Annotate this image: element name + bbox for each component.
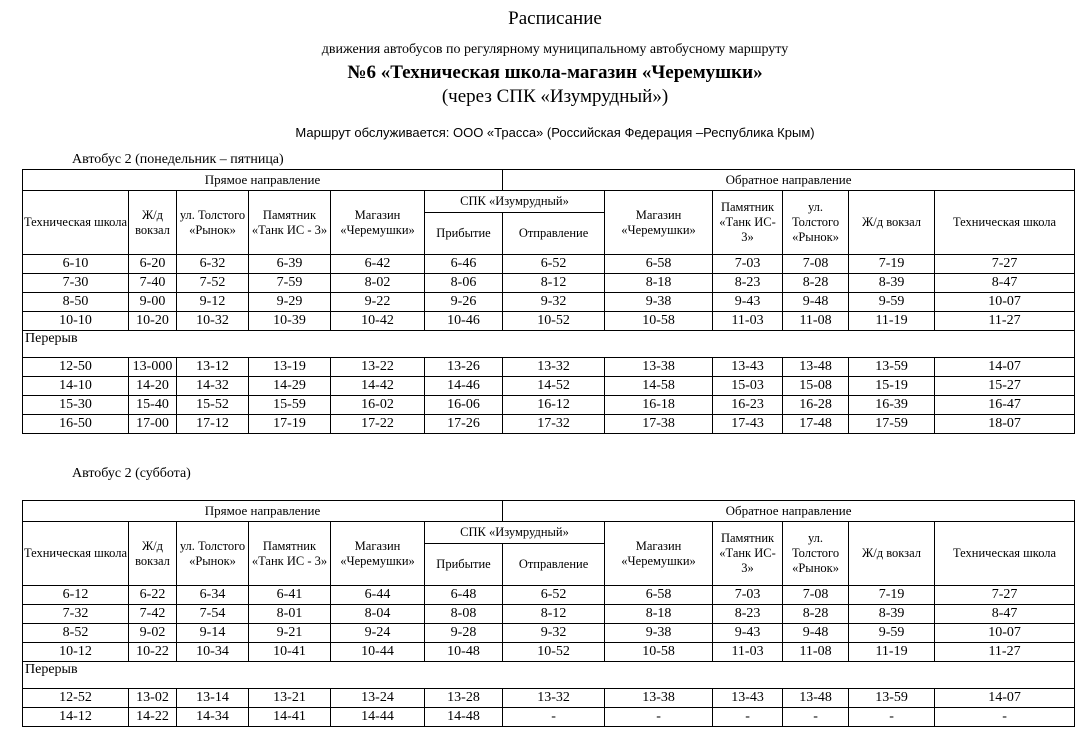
time-cell: 14-46	[425, 377, 503, 396]
spk-izumrudny-header: СПК «Изумрудный»	[425, 191, 605, 213]
time-cell: 14-20	[129, 377, 177, 396]
time-cell: 13-21	[249, 689, 331, 708]
time-cell: 17-43	[713, 415, 783, 434]
time-cell: 9-43	[713, 293, 783, 312]
column-header-rail: Ж/д вокзал	[129, 522, 177, 586]
time-cell: 9-26	[425, 293, 503, 312]
time-cell: 16-06	[425, 396, 503, 415]
time-cell: 17-12	[177, 415, 249, 434]
column-header-tolstoy: ул. Толстого «Рынок»	[177, 522, 249, 586]
table-row	[23, 358, 1075, 377]
time-cell: 8-39	[849, 605, 935, 624]
time-cell: 16-50	[23, 415, 129, 434]
column-header-tank: Памятник «Танк ИС - 3»	[249, 191, 331, 255]
time-cell: 7-32	[23, 605, 129, 624]
backward-direction-header: Обратное направление	[503, 501, 1075, 522]
time-cell: 14-34	[177, 708, 249, 727]
time-cell: 14-22	[129, 708, 177, 727]
time-cell: 10-12	[23, 643, 129, 662]
time-cell: 11-19	[849, 643, 935, 662]
time-cell: 17-59	[849, 415, 935, 434]
time-cell: 8-47	[935, 274, 1075, 293]
time-cell: 15-03	[713, 377, 783, 396]
time-cell: 9-32	[503, 293, 605, 312]
route-via: (через СПК «Изумрудный»)	[441, 86, 669, 107]
time-cell: 13-19	[249, 358, 331, 377]
time-cell: 13-02	[129, 689, 177, 708]
time-cell: 14-10	[23, 377, 129, 396]
time-cell: 6-52	[503, 586, 605, 605]
column-header-rail-r: Ж/д вокзал	[849, 522, 935, 586]
time-cell: 11-27	[935, 312, 1075, 331]
time-cell: 9-48	[783, 293, 849, 312]
time-cell: 8-04	[331, 605, 425, 624]
time-cell: 13-43	[713, 358, 783, 377]
time-cell: 8-39	[849, 274, 935, 293]
time-cell: 6-10	[23, 255, 129, 274]
table-row	[23, 605, 1075, 624]
column-header-tank: Памятник «Танк ИС - 3»	[249, 522, 331, 586]
time-cell: 13-38	[605, 358, 713, 377]
table-row	[23, 255, 1075, 274]
time-cell: 14-52	[503, 377, 605, 396]
time-cell: 6-22	[129, 586, 177, 605]
time-cell: -	[605, 708, 713, 727]
column-header-tech-school: Техническая школа	[23, 191, 129, 255]
time-cell: 11-03	[713, 312, 783, 331]
column-header-departure: Отправление	[503, 544, 605, 586]
time-cell: 9-14	[177, 624, 249, 643]
time-cell: 7-30	[23, 274, 129, 293]
time-cell: 15-52	[177, 396, 249, 415]
saturday-schedule-table	[22, 500, 1075, 727]
time-cell: 8-12	[503, 605, 605, 624]
time-cell: 7-52	[177, 274, 249, 293]
column-header-shop-r: Магазин «Черемушки»	[605, 191, 713, 255]
table-row	[23, 312, 1075, 331]
time-cell: 7-27	[935, 255, 1075, 274]
break-row: Перерыв	[23, 331, 1075, 358]
time-cell: 13-22	[331, 358, 425, 377]
time-cell: 7-03	[713, 255, 783, 274]
time-cell: 11-03	[713, 643, 783, 662]
time-cell: 13-000	[129, 358, 177, 377]
time-cell: 6-20	[129, 255, 177, 274]
time-cell: 8-08	[425, 605, 503, 624]
time-cell: 7-59	[249, 274, 331, 293]
time-cell: 10-58	[605, 312, 713, 331]
time-cell: 13-32	[503, 358, 605, 377]
time-cell: 14-12	[23, 708, 129, 727]
column-header-tech-school-r: Техническая школа	[935, 522, 1075, 586]
time-cell: 9-43	[713, 624, 783, 643]
time-cell: 14-29	[249, 377, 331, 396]
time-cell: 9-02	[129, 624, 177, 643]
time-cell: 13-48	[783, 689, 849, 708]
time-cell: 9-38	[605, 624, 713, 643]
time-cell: 7-27	[935, 586, 1075, 605]
time-cell: 11-08	[783, 312, 849, 331]
time-cell: 8-23	[713, 605, 783, 624]
time-cell: 15-59	[249, 396, 331, 415]
spk-izumrudny-header: СПК «Изумрудный»	[425, 522, 605, 544]
time-cell: 7-54	[177, 605, 249, 624]
time-cell: 8-23	[713, 274, 783, 293]
time-cell: 15-30	[23, 396, 129, 415]
time-cell: 10-44	[331, 643, 425, 662]
column-header-tolstoy-r: ул. Толстого «Рынок»	[783, 522, 849, 586]
time-cell: 12-50	[23, 358, 129, 377]
column-header-tank-r: Памятник «Танк ИС- 3»	[713, 522, 783, 586]
time-cell: 11-27	[935, 643, 1075, 662]
time-cell: 9-48	[783, 624, 849, 643]
time-cell: 14-07	[935, 358, 1075, 377]
time-cell: 10-39	[249, 312, 331, 331]
time-cell: 10-32	[177, 312, 249, 331]
time-cell: 6-58	[605, 255, 713, 274]
forward-direction-header: Прямое направление	[23, 170, 503, 191]
time-cell: 16-12	[503, 396, 605, 415]
column-header-tolstoy: ул. Толстого «Рынок»	[177, 191, 249, 255]
table-row	[23, 415, 1075, 434]
time-cell: 14-41	[249, 708, 331, 727]
time-cell: 7-19	[849, 586, 935, 605]
time-cell: -	[935, 708, 1075, 727]
time-cell: 16-28	[783, 396, 849, 415]
column-header-rail: Ж/д вокзал	[129, 191, 177, 255]
time-cell: 10-42	[331, 312, 425, 331]
time-cell: 17-48	[783, 415, 849, 434]
time-cell: 18-07	[935, 415, 1075, 434]
time-cell: 6-34	[177, 586, 249, 605]
time-cell: 8-18	[605, 605, 713, 624]
time-cell: 10-34	[177, 643, 249, 662]
time-cell: 13-12	[177, 358, 249, 377]
time-cell: 8-47	[935, 605, 1075, 624]
time-cell: 17-26	[425, 415, 503, 434]
column-header-arrival: Прибытие	[425, 544, 503, 586]
time-cell: 8-12	[503, 274, 605, 293]
time-cell: 7-03	[713, 586, 783, 605]
table-row	[23, 274, 1075, 293]
column-header-tech-school-r: Техническая школа	[935, 191, 1075, 255]
route-operator: Маршрут обслуживается: ООО «Трасса» (Российская Федерация –Республика Крым)	[295, 125, 815, 140]
time-cell: 14-44	[331, 708, 425, 727]
column-header-arrival: Прибытие	[425, 213, 503, 255]
time-cell: 13-43	[713, 689, 783, 708]
route-description: движения автобусов по регулярному муниципальному автобусному маршруту	[321, 42, 789, 57]
time-cell: 11-08	[783, 643, 849, 662]
time-cell: 12-52	[23, 689, 129, 708]
time-cell: 13-14	[177, 689, 249, 708]
time-cell: 13-32	[503, 689, 605, 708]
time-cell: 9-38	[605, 293, 713, 312]
time-cell: 13-59	[849, 358, 935, 377]
time-cell: 9-32	[503, 624, 605, 643]
time-cell: 10-52	[503, 643, 605, 662]
time-cell: 7-08	[783, 255, 849, 274]
time-cell: 7-42	[129, 605, 177, 624]
time-cell: 9-59	[849, 624, 935, 643]
time-cell: 15-40	[129, 396, 177, 415]
time-cell: -	[849, 708, 935, 727]
time-cell: 9-28	[425, 624, 503, 643]
time-cell: 17-32	[503, 415, 605, 434]
time-cell: 17-19	[249, 415, 331, 434]
page-title: Расписание	[508, 8, 602, 29]
time-cell: 6-44	[331, 586, 425, 605]
time-cell: 9-12	[177, 293, 249, 312]
time-cell: 6-39	[249, 255, 331, 274]
time-cell: 6-12	[23, 586, 129, 605]
time-cell: 10-52	[503, 312, 605, 331]
backward-direction-header: Обратное направление	[503, 170, 1075, 191]
weekday-caption: Автобус 2 (понедельник – пятница)	[72, 152, 284, 167]
column-header-tech-school: Техническая школа	[23, 522, 129, 586]
forward-direction-header: Прямое направление	[23, 501, 503, 522]
time-cell: 6-48	[425, 586, 503, 605]
table-row	[23, 624, 1075, 643]
time-cell: 9-59	[849, 293, 935, 312]
time-cell: 11-19	[849, 312, 935, 331]
route-name: №6 «Техническая школа-магазин «Черемушки»	[347, 62, 763, 83]
time-cell: 10-48	[425, 643, 503, 662]
time-cell: 14-58	[605, 377, 713, 396]
time-cell: 15-19	[849, 377, 935, 396]
table-row	[23, 689, 1075, 708]
weekday-schedule-table	[22, 169, 1075, 434]
time-cell: 8-52	[23, 624, 129, 643]
time-cell: 10-07	[935, 293, 1075, 312]
time-cell: 8-06	[425, 274, 503, 293]
time-cell: 17-38	[605, 415, 713, 434]
column-header-shop: Магазин «Черемушки»	[331, 522, 425, 586]
column-header-departure: Отправление	[503, 213, 605, 255]
time-cell: 8-28	[783, 274, 849, 293]
time-cell: 10-46	[425, 312, 503, 331]
table-row	[23, 708, 1075, 727]
time-cell: 13-48	[783, 358, 849, 377]
time-cell: 10-22	[129, 643, 177, 662]
time-cell: 6-46	[425, 255, 503, 274]
time-cell: 14-48	[425, 708, 503, 727]
time-cell: 7-08	[783, 586, 849, 605]
time-cell: 10-20	[129, 312, 177, 331]
column-header-rail-r: Ж/д вокзал	[849, 191, 935, 255]
time-cell: 8-50	[23, 293, 129, 312]
time-cell: 9-21	[249, 624, 331, 643]
column-header-tank-r: Памятник «Танк ИС- 3»	[713, 191, 783, 255]
time-cell: 14-32	[177, 377, 249, 396]
time-cell: 14-42	[331, 377, 425, 396]
time-cell: 6-41	[249, 586, 331, 605]
time-cell: 6-42	[331, 255, 425, 274]
time-cell: 16-18	[605, 396, 713, 415]
time-cell: 9-22	[331, 293, 425, 312]
time-cell: 6-32	[177, 255, 249, 274]
time-cell: 10-58	[605, 643, 713, 662]
time-cell: 16-47	[935, 396, 1075, 415]
time-cell: -	[503, 708, 605, 727]
table-row	[23, 396, 1075, 415]
time-cell: 8-18	[605, 274, 713, 293]
time-cell: 8-01	[249, 605, 331, 624]
break-row: Перерыв	[23, 662, 1075, 689]
time-cell: 16-23	[713, 396, 783, 415]
table-row	[23, 293, 1075, 312]
time-cell: 9-00	[129, 293, 177, 312]
time-cell: 13-38	[605, 689, 713, 708]
time-cell: 7-19	[849, 255, 935, 274]
table-row	[23, 586, 1075, 605]
time-cell: 16-39	[849, 396, 935, 415]
time-cell: 17-00	[129, 415, 177, 434]
column-header-shop-r: Магазин «Черемушки»	[605, 522, 713, 586]
time-cell: 10-41	[249, 643, 331, 662]
time-cell: 10-10	[23, 312, 129, 331]
time-cell: 6-52	[503, 255, 605, 274]
time-cell: 9-24	[331, 624, 425, 643]
time-cell: 9-29	[249, 293, 331, 312]
time-cell: 13-26	[425, 358, 503, 377]
time-cell: 16-02	[331, 396, 425, 415]
time-cell: 7-40	[129, 274, 177, 293]
time-cell: -	[713, 708, 783, 727]
column-header-shop: Магазин «Черемушки»	[331, 191, 425, 255]
time-cell: 6-58	[605, 586, 713, 605]
table-row	[23, 377, 1075, 396]
time-cell: 17-22	[331, 415, 425, 434]
time-cell: 15-27	[935, 377, 1075, 396]
saturday-caption: Автобус 2 (суббота)	[72, 466, 191, 481]
table-row	[23, 643, 1075, 662]
time-cell: 14-07	[935, 689, 1075, 708]
time-cell: 8-28	[783, 605, 849, 624]
time-cell: -	[783, 708, 849, 727]
time-cell: 13-24	[331, 689, 425, 708]
time-cell: 13-28	[425, 689, 503, 708]
time-cell: 8-02	[331, 274, 425, 293]
time-cell: 10-07	[935, 624, 1075, 643]
column-header-tolstoy-r: ул. Толстого «Рынок»	[783, 191, 849, 255]
time-cell: 15-08	[783, 377, 849, 396]
time-cell: 13-59	[849, 689, 935, 708]
